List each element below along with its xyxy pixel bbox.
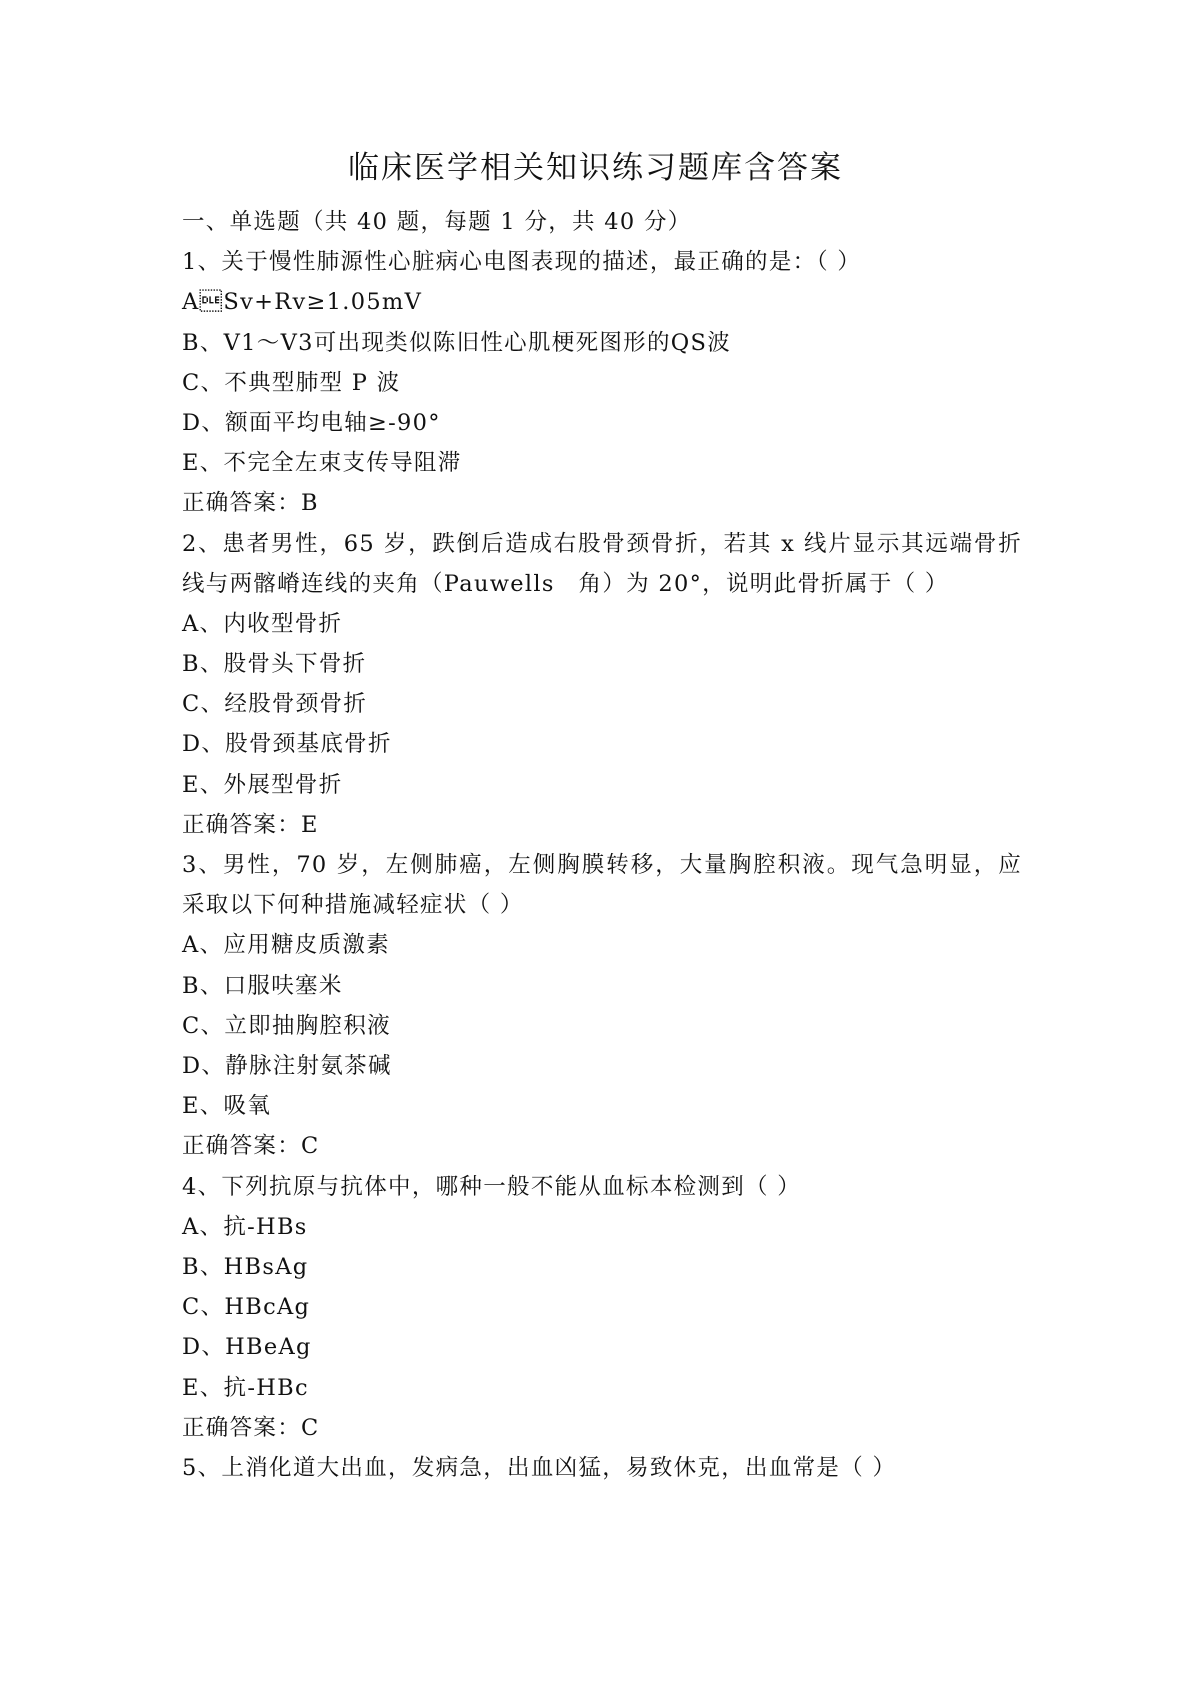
option: C、经股骨颈骨折	[182, 691, 368, 718]
correct-answer: 正确答案：C	[182, 1133, 320, 1160]
option: E、抗-HBc	[182, 1374, 309, 1401]
option: A、内收型骨折	[182, 610, 343, 637]
option: D、股骨颈基底骨折	[182, 731, 392, 758]
question-stem: 3、男性，70 岁，左侧肺癌，左侧胸膜转移，大量胸腔积液。现气急明显，应采取以下何种措施减轻症状（ ）	[182, 852, 1022, 919]
option: C、不典型肺型 P 波	[182, 369, 401, 396]
question-stem: 4、下列抗原与抗体中，哪种一般不能从血标本检测到（ ）	[182, 1173, 802, 1200]
option: E、不完全左束支传导阻滞	[182, 450, 462, 477]
option: C、HBcAg	[182, 1294, 311, 1321]
option: B、口服呋塞米	[182, 972, 343, 999]
option: A、应用糖皮质激素	[182, 932, 390, 959]
correct-answer: 正确答案：B	[182, 490, 319, 517]
option: B、HBsAg	[182, 1253, 309, 1280]
option: ASv+Rv≥1.05mV	[182, 289, 423, 316]
document-title: 临床医学相关知识练习题库含答案	[348, 150, 843, 186]
option: D、HBeAg	[182, 1334, 312, 1361]
question-stem: 2、患者男性，65 岁，跌倒后造成右股骨颈骨折，若其 x 线片显示其远端骨折线与两髂嵴连线的夹角（Pauwells 角）为 20°，说明此骨折属于（ ）	[182, 530, 1022, 597]
correct-answer: 正确答案：E	[182, 811, 319, 838]
section-heading: 一、单选题（共 40 题，每题 1 分，共 40 分）	[182, 209, 692, 235]
option: A、抗-HBs	[182, 1213, 308, 1240]
option: E、外展型骨折	[182, 771, 343, 798]
correct-answer: 正确答案：C	[182, 1414, 320, 1441]
option: B、股骨头下骨折	[182, 651, 367, 678]
option: D、静脉注射氨茶碱	[182, 1053, 392, 1079]
option: D、额面平均电轴≥-90°	[182, 409, 441, 436]
option: C、立即抽胸腔积液	[182, 1012, 391, 1039]
option: B、V1～V3可出现类似陈旧性心肌梗死图形的QS波	[182, 329, 732, 356]
question-stem: 1、关于慢性肺源性心脏病心电图表现的描述，最正确的是：（ ）	[182, 249, 862, 276]
option: E、吸氧	[182, 1093, 272, 1120]
question-stem: 5、上消化道大出血，发病急，出血凶猛，易致休克，出血常是（ ）	[182, 1454, 897, 1481]
document-body	[182, 202, 1022, 1488]
